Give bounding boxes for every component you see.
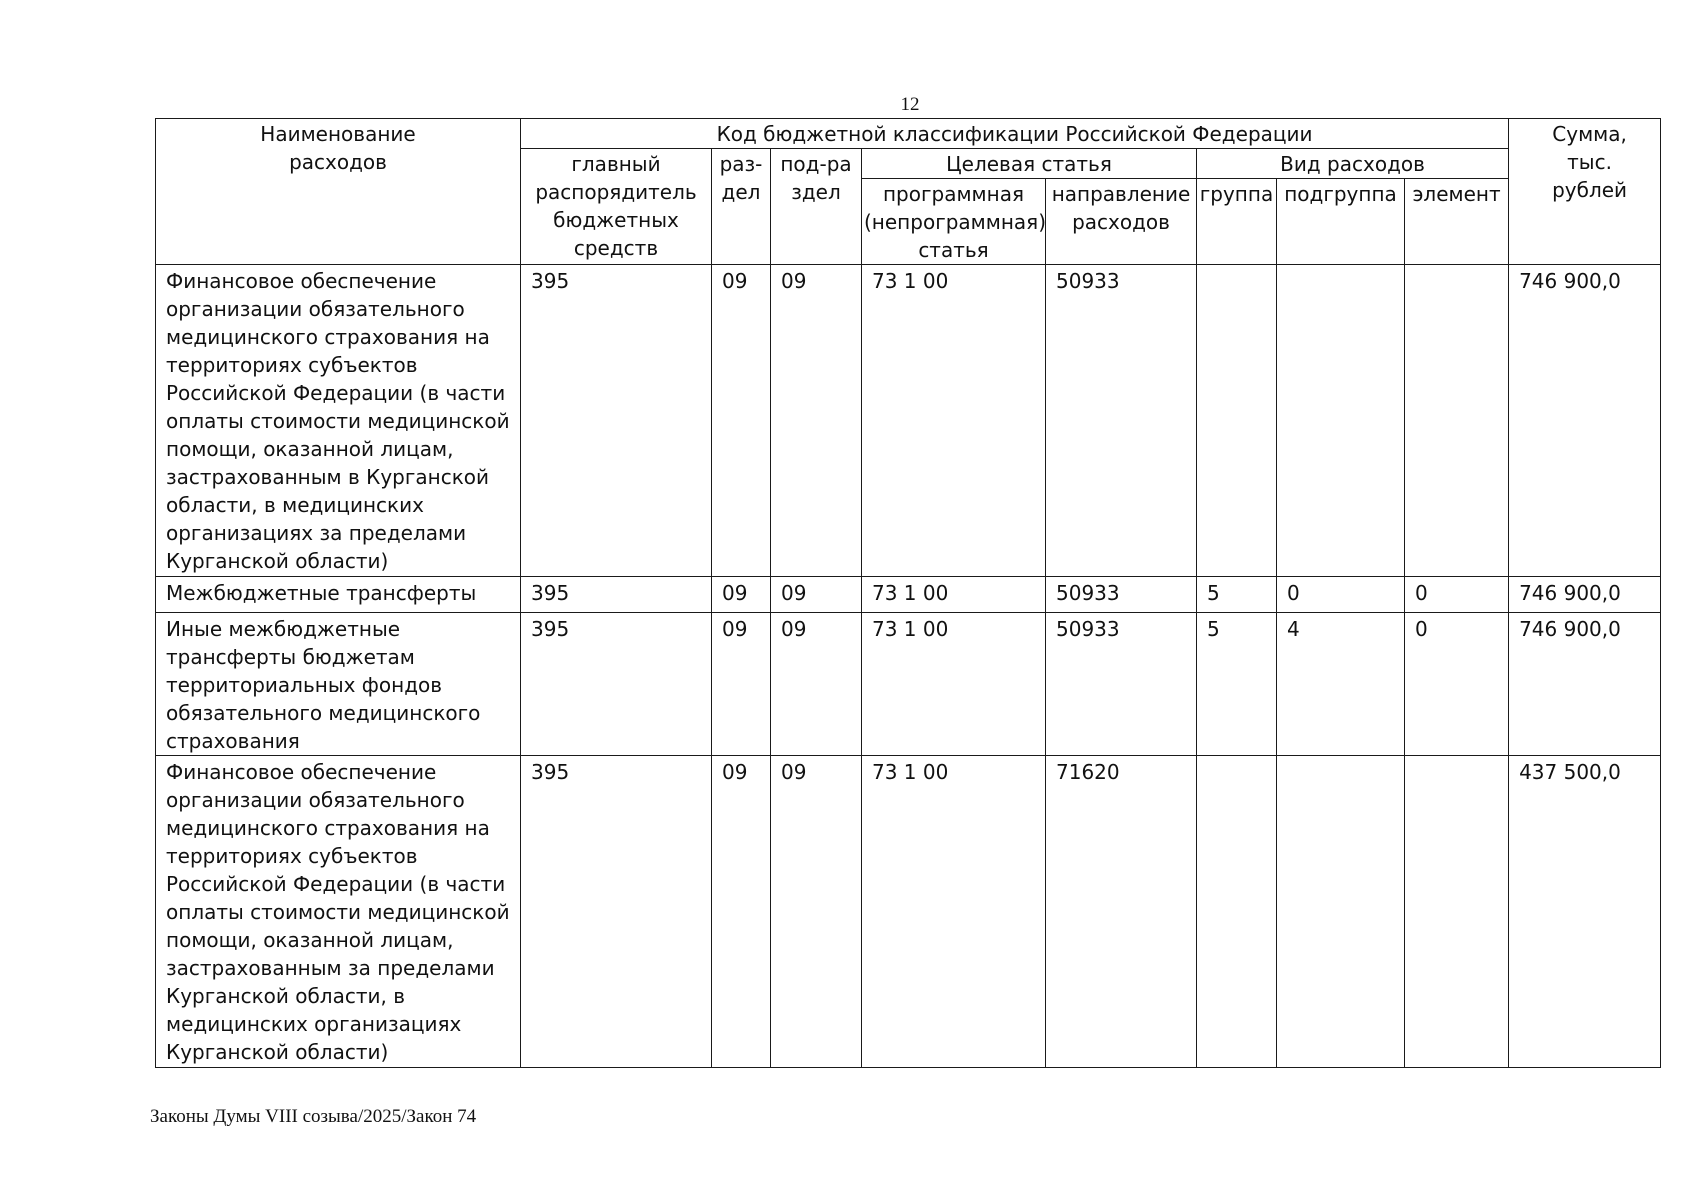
row-sum: 746 900,0 — [1509, 613, 1661, 756]
row-section: 09 — [712, 577, 771, 613]
row-element — [1405, 756, 1509, 1068]
row-section: 09 — [712, 613, 771, 756]
row-subgroup — [1277, 265, 1405, 577]
header-direction: направление расходов — [1046, 179, 1197, 265]
table-row — [156, 756, 1661, 1068]
row-subgroup — [1277, 756, 1405, 1068]
row-group — [1197, 265, 1277, 577]
row-section: 09 — [712, 756, 771, 1068]
row-manager: 395 — [521, 265, 712, 577]
row-sum: 437 500,0 — [1509, 756, 1661, 1068]
row-direction: 71620 — [1046, 756, 1197, 1068]
header-target-article: Целевая статья — [862, 149, 1197, 179]
header-sum: Сумма, тыс. рублей — [1509, 119, 1661, 265]
row-direction: 50933 — [1046, 613, 1197, 756]
row-program: 73 1 00 — [862, 756, 1046, 1068]
row-section: 09 — [712, 265, 771, 577]
row-manager: 395 — [521, 756, 712, 1068]
header-program-article: программная (непрограммная) статья — [862, 179, 1046, 265]
row-subsection: 09 — [771, 613, 862, 756]
row-program: 73 1 00 — [862, 577, 1046, 613]
row-element: 0 — [1405, 577, 1509, 613]
budget-table — [155, 118, 1661, 1068]
row-name: Межбюджетные трансферты — [156, 577, 521, 613]
table-row — [156, 613, 1661, 756]
row-subgroup: 4 — [1277, 613, 1405, 756]
row-subsection: 09 — [771, 756, 862, 1068]
header-code-group: Код бюджетной классификации Российской Федерации — [521, 119, 1509, 149]
row-name: Финансовое обеспечение организации обязательного медицинского страхования на территориях субъектов Российской Федерации (в части оплаты стоимости медицинской помощи, оказанной лицам, застрахованным за пределами Курганской области, в медицинских организациях Курганской области) — [156, 756, 521, 1068]
row-group: 5 — [1197, 613, 1277, 756]
page-number: 12 — [900, 94, 920, 115]
header-group: группа — [1197, 179, 1277, 265]
table-row — [156, 577, 1661, 613]
row-sum: 746 900,0 — [1509, 577, 1661, 613]
header-name: Наименование расходов — [156, 119, 521, 265]
row-manager: 395 — [521, 613, 712, 756]
header-section: раз-дел — [712, 149, 771, 265]
table-row — [156, 265, 1661, 577]
row-subgroup: 0 — [1277, 577, 1405, 613]
row-manager: 395 — [521, 577, 712, 613]
row-group — [1197, 756, 1277, 1068]
row-program: 73 1 00 — [862, 265, 1046, 577]
header-expense-type: Вид расходов — [1197, 149, 1509, 179]
row-element: 0 — [1405, 613, 1509, 756]
row-direction: 50933 — [1046, 577, 1197, 613]
row-program: 73 1 00 — [862, 613, 1046, 756]
row-element — [1405, 265, 1509, 577]
row-name: Иные межбюджетные трансферты бюджетам территориальных фондов обязательного медицинского страхования — [156, 613, 521, 756]
row-direction: 50933 — [1046, 265, 1197, 577]
header-subsection: под-раздел — [771, 149, 862, 265]
row-sum: 746 900,0 — [1509, 265, 1661, 577]
header-element: элемент — [1405, 179, 1509, 265]
header-subgroup: подгруппа — [1277, 179, 1405, 265]
row-subsection: 09 — [771, 265, 862, 577]
row-group: 5 — [1197, 577, 1277, 613]
document-footer: Законы Думы VIII созыва/2025/Закон 74 — [150, 1106, 477, 1127]
row-name: Финансовое обеспечение организации обязательного медицинского страхования на территориях субъектов Российской Федерации (в части оплаты стоимости медицинской помощи, оказанной лицам, застрахованным в Курганской области, в медицинских организациях за пределами Курганской области) — [156, 265, 521, 577]
row-subsection: 09 — [771, 577, 862, 613]
header-main-manager: главный распорядитель бюджетных средств — [521, 149, 712, 265]
